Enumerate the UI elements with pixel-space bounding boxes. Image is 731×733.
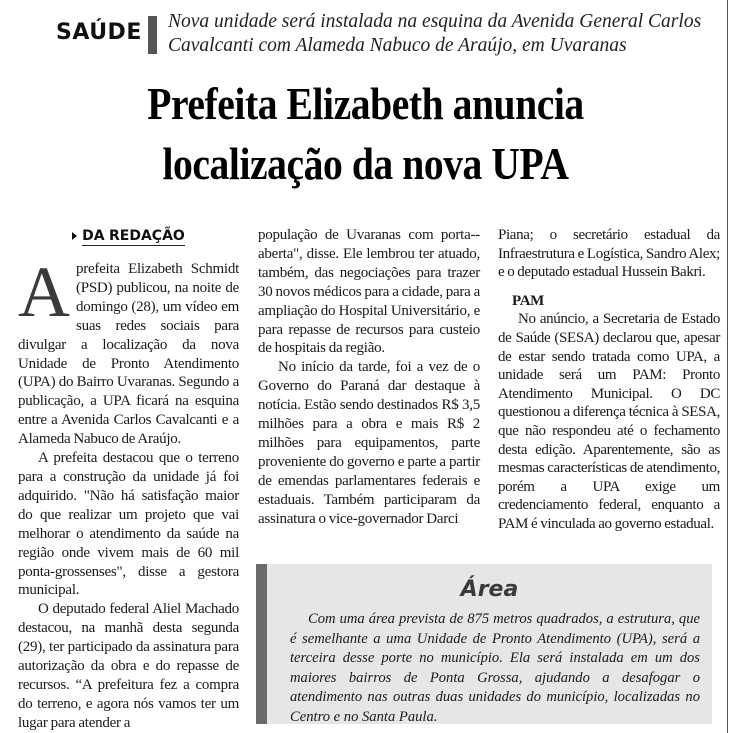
triangle-icon [72, 232, 77, 240]
sidebar-box [256, 564, 712, 724]
section-label: SAÚDE [56, 20, 142, 45]
paragraph: No início da tarde, foi a vez de o Governo do Paraná dar destaque à notícia. Estão sendo destinados R$ 3,5 milhões para a obra e mais R$ 2 milhões para equipamentos, parte proveniente do governo e parte a partir de emendas parlamentares federais e estaduais. Também participaram da assinatura o vice-governador Darci [258, 359, 480, 527]
subhead-line: Nova unidade será instalada na esquina da Avenida General Carlos [168, 11, 702, 32]
kicker-divider [148, 16, 157, 54]
subhead-line: Cavalcanti com Alameda Nabuco de Araújo, em Uvaranas [168, 35, 627, 56]
byline [18, 226, 239, 246]
article-column-2 [258, 226, 480, 529]
paragraph: Piana; o secretário estadual da Infraestrutura e Logística, Sandro Alex; e o deputado estadual Hussein Bakri. [498, 227, 720, 281]
box-title: Área [460, 577, 519, 602]
paragraph: O deputado federal Aliel Machado destacou, na manhã desta segunda (29), ter participado da assinatura para autorização da obra e do repasse de recursos. “A prefeitura fez a compra do terreno, e agora nós vamos ter um lugar para atender a [18, 601, 239, 731]
box-paragraph: Com uma área prevista de 875 metros quadrados, a estrutura, que é semelhante a uma Unidade de Pronto Atendimento (UPA), será a terceira desse porte no município. Ela será instalada em um dos maiores bairros de Ponta Grossa, ajudando a desafogar o atendimento nas outras duas unidades do município, localizadas no Centro e no Santa Paula. [290, 611, 700, 725]
article-column-1 [18, 226, 239, 733]
paragraph: população de Uvaranas com porta--aberta", disse. Ele lembrou ter atuado, também, das negociações para trazer 30 novos médicos para a cidade, para a ampliação do Hospital Universitário, e para repasse de recursos para custeio de hospitais da região. [258, 227, 480, 357]
drop-cap: A [18, 252, 70, 332]
article-column-3 [498, 226, 720, 534]
box-text [290, 610, 700, 727]
paragraph: No anúncio, a Secretaria de Estado de Saúde (SESA) declarou que, apesar de estar sendo tratada como UPA, a unidade será um PAM: Pronto Atendimento Municipal. O DC questionou a diferença técnica à SESA, que não respondeu até o fechamento desta edição. Aparentemente, são as mesmas características de atendimento, porém a UPA exige um credenciamento federal, enquanto a PAM é vinculada ao governo estadual. [498, 311, 720, 532]
byline-text: DA REDAÇÃO [82, 228, 185, 244]
paragraph [18, 252, 239, 449]
box-accent-bar [256, 564, 267, 724]
headline [44, 74, 687, 194]
paragraph-text: prefeita Elizabeth Schmidt (PSD) publicou, na noite de domingo (28), um vídeo em suas redes sociais para divulgar a localização da nova Unidade de Pronto Atendimento (UPA) do Bairro Uvaranas. Segundo a publicação, a UPA ficará na esquina entre a Avenida Carlos Cavalcanti e a Alameda Nabuco de Araújo. [18, 261, 239, 448]
page-border [727, 0, 728, 733]
intertitle: PAM [512, 292, 544, 309]
kicker [56, 10, 731, 60]
headline-line: Prefeita Elizabeth anuncia [147, 79, 584, 129]
subhead [168, 10, 701, 58]
paragraph: A prefeita destacou que o terreno para a construção da unidade já foi adquirido. "Não há satisfação maior do que realizar um projeto que vai melhorar o atendimento da saúde na região onde vivem mais de 60 mil ponta-grossenses", disse a gestora municipal. [18, 450, 239, 599]
headline-line: localização da nova UPA [162, 139, 569, 189]
